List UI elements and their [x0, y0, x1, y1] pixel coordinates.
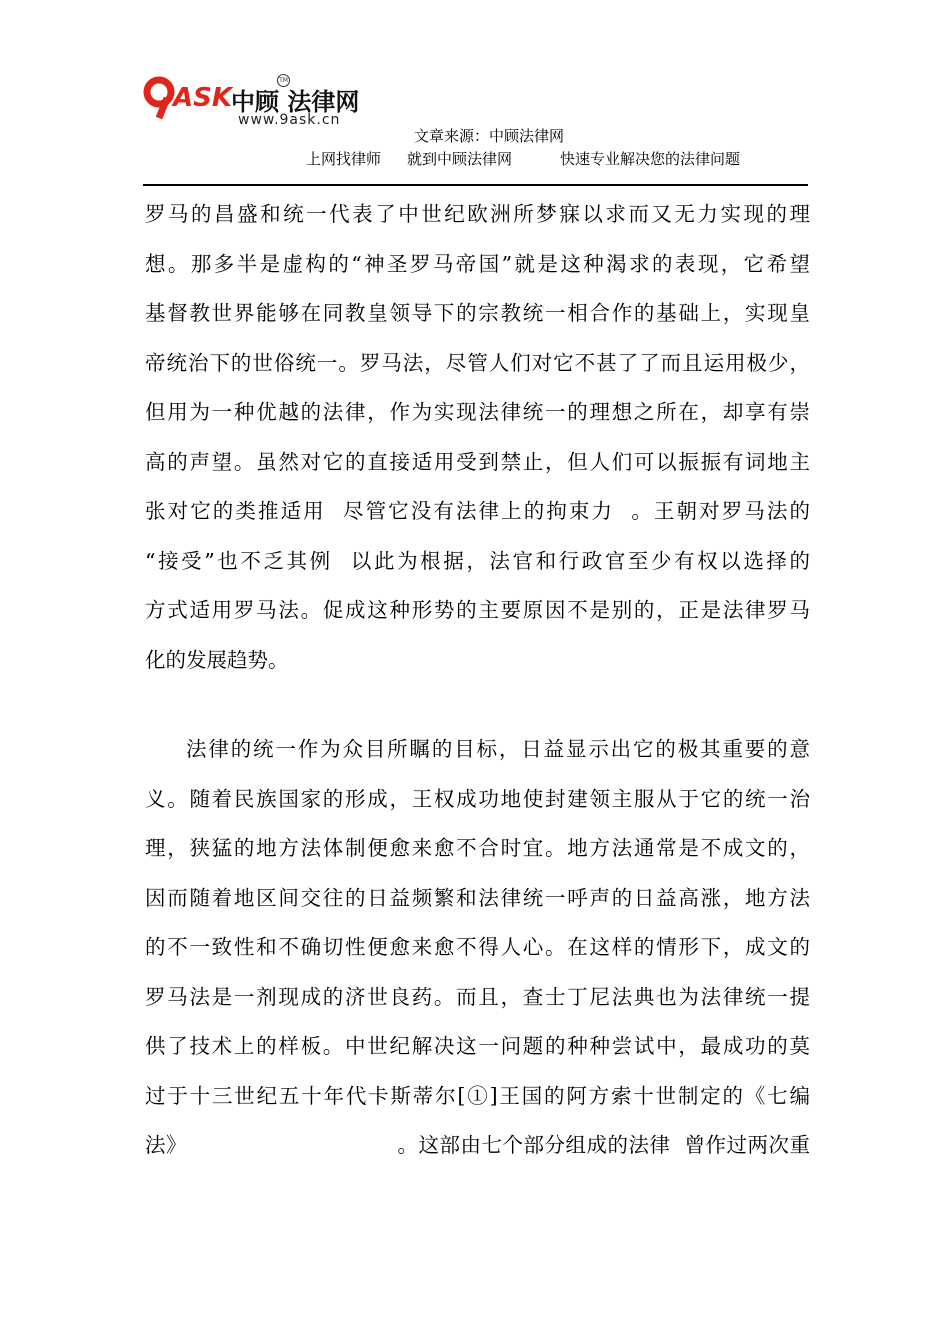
paragraph-1 — [145, 190, 810, 685]
text-line: 化的发展趋势。 — [145, 647, 289, 672]
header-divider — [143, 184, 808, 186]
text-line: 义。随着民族国家的形成，王权成功地使封建领主服从于它的统一治 — [145, 786, 810, 811]
text-line: 理，狭猛的地方法体制便愈来愈不合时宜。地方法通常是不成文的， — [145, 836, 810, 860]
logo-url[interactable]: www.9ask.cn — [238, 112, 341, 128]
text-line: 过于十三世纪五十年代卡斯蒂尔[①]王国的阿方索十世制定的《七编 — [145, 1083, 810, 1108]
text-line: 但用为一种优越的法律，作为实现法律统一的理想之所在，却享有崇 — [145, 400, 810, 424]
site-logo[interactable] — [143, 72, 373, 134]
text-line: 方式适用罗马法。促成这种形势的主要原因不是别的，正是法律罗马 — [145, 598, 810, 622]
tagline-part-3: 快速专业解决您的法律问题 — [560, 150, 741, 168]
text-line: 的不一致性和不确切性便愈来愈不得人心。在这样的情形下，成文的 — [145, 935, 810, 959]
svg-text:ASK: ASK — [173, 83, 232, 113]
text-line: 帝统治下的世俗统一。罗马法，尽管人们对它不甚了了而且运用极少， — [145, 350, 810, 375]
tagline-part-2: 就到中顾法律网 — [407, 150, 513, 168]
logo-brand-text: 中顾 法律网 — [231, 88, 360, 116]
site-tagline — [306, 148, 740, 169]
text-line: 高的声望。虽然对它的直接适用受到禁止，但人们可以振振有词地主 — [145, 449, 810, 474]
text-line: 法律的统一作为众目所瞩的目标，日益显示出它的极其重要的意 — [186, 737, 810, 761]
text-line: 罗马法是一剂现成的济世良药。而且，查士丁尼法典也为法律统一提 — [145, 984, 810, 1009]
text-line: 张对它的类推适用 尽管它没有法律上的拘束力 。王朝对罗马法的 — [145, 499, 810, 523]
text-line: 供了技术上的样板。中世纪解决这一问题的种种尝试中，最成功的莫 — [145, 1034, 810, 1058]
logo-9ask-mark — [143, 72, 235, 122]
text-line: 法》 。这部由七个部分组成的法律 曾作过两次重 — [145, 1133, 810, 1157]
paragraph-gap — [145, 685, 810, 725]
text-line: 罗马的昌盛和统一代表了中世纪欧洲所梦寐以求而又无力实现的理 — [145, 202, 810, 226]
paragraph-2 — [145, 725, 810, 1171]
trademark-icon: TM — [277, 74, 290, 87]
article-source: 文章来源：中顾法律网 — [414, 127, 565, 145]
text-line: 因而随着地区间交往的日益频繁和法律统一呼声的日益高涨，地方法 — [145, 885, 810, 910]
text-line: 想。那多半是虚构的“神圣罗马帝国”就是这种渴求的表现，它希望 — [145, 251, 810, 276]
text-line: 基督教世界能够在同教皇领导下的宗教统一相合作的基础上，实现皇 — [145, 301, 810, 325]
page-header — [0, 0, 950, 190]
article-body — [145, 190, 810, 1171]
text-line: “接受”也不乏其例 以此为根据，法官和行政官至少有权以选择的 — [145, 548, 810, 573]
tagline-part-1: 上网找律师 — [306, 150, 382, 168]
